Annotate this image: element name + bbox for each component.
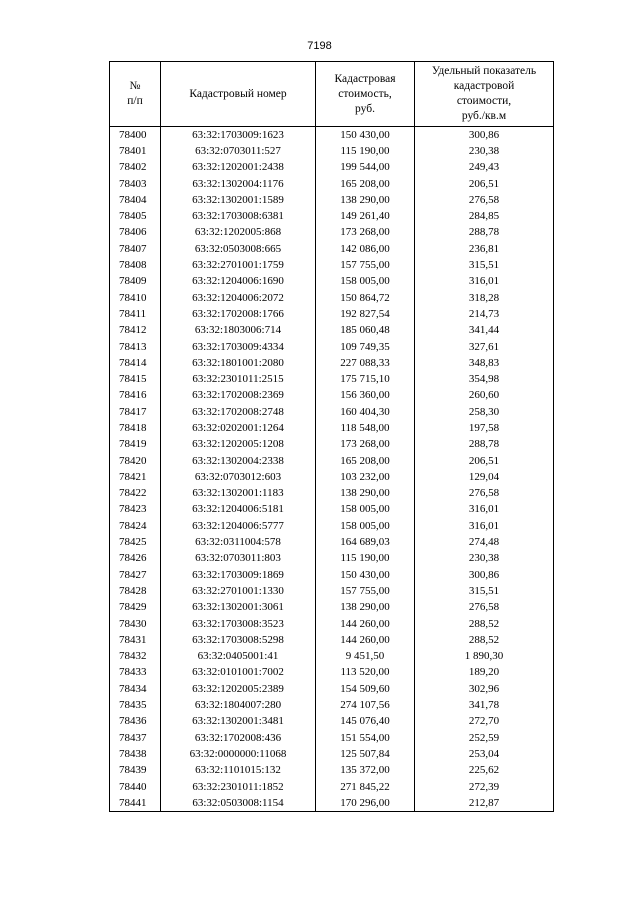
specific-indicator-cell: 274,48 <box>415 534 554 550</box>
cadastral-number-cell: 63:32:0405001:41 <box>161 649 316 665</box>
cadastral-value-cell: 109 749,35 <box>316 339 415 355</box>
table-row <box>110 583 554 599</box>
specific-indicator-cell: 327,61 <box>415 339 554 355</box>
cadastral-number-cell: 63:32:1202005:1208 <box>161 437 316 453</box>
cadastral-value-cell: 150 430,00 <box>316 127 415 144</box>
specific-indicator-cell: 276,58 <box>415 486 554 502</box>
cadastral-value-cell: 149 261,40 <box>316 208 415 224</box>
row-index-cell: 78408 <box>110 257 161 273</box>
row-index-cell: 78434 <box>110 681 161 697</box>
cadastral-value-cell: 170 296,00 <box>316 795 415 812</box>
cadastral-number-cell: 63:32:0503008:665 <box>161 241 316 257</box>
row-index-cell: 78422 <box>110 486 161 502</box>
specific-indicator-cell: 230,38 <box>415 143 554 159</box>
specific-indicator-cell: 272,39 <box>415 779 554 795</box>
cadastral-value-cell: 173 268,00 <box>316 437 415 453</box>
specific-indicator-cell: 316,01 <box>415 502 554 518</box>
cadastral-number-cell: 63:32:0703011:527 <box>161 143 316 159</box>
table-row <box>110 502 554 518</box>
header-specific-indicator-line: руб./кв.м <box>461 110 507 122</box>
cadastral-number-cell: 63:32:1801001:2080 <box>161 355 316 371</box>
row-index-cell: 78436 <box>110 714 161 730</box>
table-row <box>110 323 554 339</box>
table-row <box>110 697 554 713</box>
table-row <box>110 632 554 648</box>
row-index-cell: 78435 <box>110 697 161 713</box>
cadastral-value-cell: 158 005,00 <box>316 502 415 518</box>
cadastral-value-cell: 115 190,00 <box>316 551 415 567</box>
row-index-cell: 78423 <box>110 502 161 518</box>
header-cadastral-value <box>316 62 415 127</box>
header-cadastral-value-line: руб. <box>355 102 375 115</box>
table-row <box>110 795 554 812</box>
cadastral-value-cell: 145 076,40 <box>316 714 415 730</box>
table-row <box>110 339 554 355</box>
cadastral-number-cell: 63:32:1302001:1589 <box>161 192 316 208</box>
table-row <box>110 176 554 192</box>
header-index <box>110 62 161 127</box>
table-row <box>110 355 554 371</box>
specific-indicator-cell: 288,52 <box>415 616 554 632</box>
row-index-cell: 78412 <box>110 323 161 339</box>
header-cadastral-value-line: Кадастровая <box>334 72 396 85</box>
table-header-row <box>110 62 554 127</box>
table-row <box>110 241 554 257</box>
specific-indicator-cell: 341,44 <box>415 323 554 339</box>
row-index-cell: 78424 <box>110 518 161 534</box>
table-row <box>110 127 554 144</box>
cadastral-value-cell: 150 864,72 <box>316 290 415 306</box>
specific-indicator-cell: 315,51 <box>415 257 554 273</box>
cadastral-value-cell: 158 005,00 <box>316 274 415 290</box>
row-index-cell: 78403 <box>110 176 161 192</box>
table-row <box>110 649 554 665</box>
cadastral-value-cell: 157 755,00 <box>316 583 415 599</box>
cadastral-value-cell: 115 190,00 <box>316 143 415 159</box>
cadastral-value-cell: 271 845,22 <box>316 779 415 795</box>
row-index-cell: 78418 <box>110 420 161 436</box>
cadastral-number-cell: 63:32:0101001:7002 <box>161 665 316 681</box>
cadastral-number-cell: 63:32:1302004:1176 <box>161 176 316 192</box>
row-index-cell: 78425 <box>110 534 161 550</box>
cadastral-number-cell: 63:32:0703011:803 <box>161 551 316 567</box>
cadastral-value-cell: 165 208,00 <box>316 453 415 469</box>
specific-indicator-cell: 189,20 <box>415 665 554 681</box>
cadastral-number-cell: 63:32:1804007:280 <box>161 697 316 713</box>
cadastral-number-cell: 63:32:1703008:6381 <box>161 208 316 224</box>
table-row <box>110 257 554 273</box>
table-row <box>110 274 554 290</box>
table-row <box>110 779 554 795</box>
cadastral-value-cell: 158 005,00 <box>316 518 415 534</box>
table-row <box>110 486 554 502</box>
cadastral-number-cell: 63:32:1204006:5777 <box>161 518 316 534</box>
specific-indicator-cell: 318,28 <box>415 290 554 306</box>
cadastral-number-cell: 63:32:1302001:3481 <box>161 714 316 730</box>
cadastral-value-cell: 135 372,00 <box>316 763 415 779</box>
row-index-cell: 78420 <box>110 453 161 469</box>
row-index-cell: 78404 <box>110 192 161 208</box>
row-index-cell: 78405 <box>110 208 161 224</box>
cadastral-number-cell: 63:32:0503008:1154 <box>161 795 316 812</box>
specific-indicator-cell: 288,78 <box>415 225 554 241</box>
table-row <box>110 714 554 730</box>
cadastral-number-cell: 63:32:1302004:2338 <box>161 453 316 469</box>
table-row <box>110 730 554 746</box>
specific-indicator-cell: 316,01 <box>415 518 554 534</box>
row-index-cell: 78441 <box>110 795 161 812</box>
specific-indicator-cell: 212,87 <box>415 795 554 812</box>
specific-indicator-cell: 230,38 <box>415 551 554 567</box>
cadastral-number-cell: 63:32:0703012:603 <box>161 469 316 485</box>
header-specific-indicator-line: стоимости, <box>456 95 512 107</box>
cadastral-value-cell: 164 689,03 <box>316 534 415 550</box>
specific-indicator-cell: 348,83 <box>415 355 554 371</box>
cadastral-number-cell: 63:32:1302001:1183 <box>161 486 316 502</box>
table-row <box>110 551 554 567</box>
specific-indicator-cell: 316,01 <box>415 274 554 290</box>
specific-indicator-cell: 288,52 <box>415 632 554 648</box>
cadastral-number-cell: 63:32:1703008:5298 <box>161 632 316 648</box>
cadastral-number-cell: 63:32:0202001:1264 <box>161 420 316 436</box>
cadastral-number-cell: 63:32:1202005:2389 <box>161 681 316 697</box>
row-index-cell: 78438 <box>110 746 161 762</box>
table-row <box>110 567 554 583</box>
row-index-cell: 78419 <box>110 437 161 453</box>
cadastral-value-cell: 156 360,00 <box>316 388 415 404</box>
cadastral-number-cell: 63:32:0000000:11068 <box>161 746 316 762</box>
cadastral-number-cell: 63:32:1703009:1869 <box>161 567 316 583</box>
cadastral-value-table <box>109 61 554 812</box>
row-index-cell: 78415 <box>110 371 161 387</box>
table-row <box>110 616 554 632</box>
cadastral-value-cell: 144 260,00 <box>316 632 415 648</box>
cadastral-value-cell: 154 509,60 <box>316 681 415 697</box>
cadastral-value-cell: 138 290,00 <box>316 600 415 616</box>
table-row <box>110 763 554 779</box>
row-index-cell: 78407 <box>110 241 161 257</box>
header-index-line: № <box>129 80 141 92</box>
row-index-cell: 78421 <box>110 469 161 485</box>
table-row <box>110 518 554 534</box>
row-index-cell: 78431 <box>110 632 161 648</box>
table-row <box>110 681 554 697</box>
specific-indicator-cell: 354,98 <box>415 371 554 387</box>
table-row <box>110 160 554 176</box>
header-specific-indicator <box>415 62 554 127</box>
specific-indicator-cell: 272,70 <box>415 714 554 730</box>
row-index-cell: 78409 <box>110 274 161 290</box>
row-index-cell: 78426 <box>110 551 161 567</box>
header-specific-indicator-line: Удельный показатель <box>431 65 537 77</box>
specific-indicator-cell: 214,73 <box>415 306 554 322</box>
table-row <box>110 420 554 436</box>
specific-indicator-cell: 206,51 <box>415 176 554 192</box>
cadastral-number-cell: 63:32:2301011:1852 <box>161 779 316 795</box>
header-cadastral-number-text: Кадастровый номер <box>189 87 287 100</box>
cadastral-value-cell: 192 827,54 <box>316 306 415 322</box>
cadastral-value-cell: 227 088,33 <box>316 355 415 371</box>
cadastral-number-cell: 63:32:1204006:1690 <box>161 274 316 290</box>
specific-indicator-cell: 276,58 <box>415 192 554 208</box>
cadastral-number-cell: 63:32:1202001:2438 <box>161 160 316 176</box>
row-index-cell: 78402 <box>110 160 161 176</box>
table-body <box>110 127 554 812</box>
specific-indicator-cell: 276,58 <box>415 600 554 616</box>
row-index-cell: 78429 <box>110 600 161 616</box>
cadastral-value-cell: 144 260,00 <box>316 616 415 632</box>
cadastral-value-cell: 150 430,00 <box>316 567 415 583</box>
cadastral-value-cell: 113 520,00 <box>316 665 415 681</box>
cadastral-number-cell: 63:32:0311004:578 <box>161 534 316 550</box>
table-row <box>110 665 554 681</box>
table-row <box>110 469 554 485</box>
cadastral-value-cell: 199 544,00 <box>316 160 415 176</box>
specific-indicator-cell: 197,58 <box>415 420 554 436</box>
cadastral-number-cell: 63:32:1204006:5181 <box>161 502 316 518</box>
cadastral-number-cell: 63:32:1702008:436 <box>161 730 316 746</box>
row-index-cell: 78439 <box>110 763 161 779</box>
cadastral-number-cell: 63:32:1803006:714 <box>161 323 316 339</box>
specific-indicator-cell: 206,51 <box>415 453 554 469</box>
table-row <box>110 404 554 420</box>
cadastral-value-cell: 125 507,84 <box>316 746 415 762</box>
table-row <box>110 600 554 616</box>
cadastral-value-cell: 165 208,00 <box>316 176 415 192</box>
specific-indicator-cell: 315,51 <box>415 583 554 599</box>
specific-indicator-cell: 284,85 <box>415 208 554 224</box>
cadastral-number-cell: 63:32:1703008:3523 <box>161 616 316 632</box>
cadastral-value-cell: 142 086,00 <box>316 241 415 257</box>
row-index-cell: 78411 <box>110 306 161 322</box>
cadastral-value-cell: 173 268,00 <box>316 225 415 241</box>
row-index-cell: 78437 <box>110 730 161 746</box>
cadastral-number-cell: 63:32:1101015:132 <box>161 763 316 779</box>
row-index-cell: 78430 <box>110 616 161 632</box>
cadastral-value-cell: 103 232,00 <box>316 469 415 485</box>
cadastral-number-cell: 63:32:1702008:2369 <box>161 388 316 404</box>
cadastral-value-cell: 9 451,50 <box>316 649 415 665</box>
specific-indicator-cell: 129,04 <box>415 469 554 485</box>
table-row <box>110 453 554 469</box>
cadastral-value-cell: 151 554,00 <box>316 730 415 746</box>
specific-indicator-cell: 302,96 <box>415 681 554 697</box>
row-index-cell: 78433 <box>110 665 161 681</box>
row-index-cell: 78416 <box>110 388 161 404</box>
header-index-line: п/п <box>127 95 143 107</box>
cadastral-number-cell: 63:32:2701001:1759 <box>161 257 316 273</box>
cadastral-number-cell: 63:32:1302001:3061 <box>161 600 316 616</box>
cadastral-number-cell: 63:32:2701001:1330 <box>161 583 316 599</box>
cadastral-value-cell: 185 060,48 <box>316 323 415 339</box>
specific-indicator-cell: 260,60 <box>415 388 554 404</box>
table-row <box>110 208 554 224</box>
row-index-cell: 78410 <box>110 290 161 306</box>
table-row <box>110 143 554 159</box>
row-index-cell: 78432 <box>110 649 161 665</box>
cadastral-number-cell: 63:32:1204006:2072 <box>161 290 316 306</box>
table-row <box>110 371 554 387</box>
row-index-cell: 78414 <box>110 355 161 371</box>
cadastral-number-cell: 63:32:1702008:1766 <box>161 306 316 322</box>
table-row <box>110 534 554 550</box>
specific-indicator-cell: 253,04 <box>415 746 554 762</box>
cadastral-value-cell: 175 715,10 <box>316 371 415 387</box>
row-index-cell: 78440 <box>110 779 161 795</box>
header-cadastral-number <box>161 62 316 127</box>
row-index-cell: 78400 <box>110 127 161 144</box>
specific-indicator-cell: 225,62 <box>415 763 554 779</box>
row-index-cell: 78406 <box>110 225 161 241</box>
table-row <box>110 437 554 453</box>
table-row <box>110 192 554 208</box>
page-number: 7198 <box>307 40 332 52</box>
specific-indicator-cell: 258,30 <box>415 404 554 420</box>
table-row <box>110 306 554 322</box>
specific-indicator-cell: 288,78 <box>415 437 554 453</box>
specific-indicator-cell: 252,59 <box>415 730 554 746</box>
row-index-cell: 78413 <box>110 339 161 355</box>
table-row <box>110 388 554 404</box>
cadastral-value-cell: 157 755,00 <box>316 257 415 273</box>
cadastral-number-cell: 63:32:1703009:1623 <box>161 127 316 144</box>
cadastral-value-cell: 138 290,00 <box>316 486 415 502</box>
specific-indicator-cell: 300,86 <box>415 567 554 583</box>
cadastral-number-cell: 63:32:2301011:2515 <box>161 371 316 387</box>
cadastral-value-cell: 118 548,00 <box>316 420 415 436</box>
header-cadastral-value-line: стоимость, <box>338 87 392 100</box>
specific-indicator-cell: 300,86 <box>415 127 554 144</box>
header-specific-indicator-line: кадастровой <box>453 80 515 92</box>
row-index-cell: 78427 <box>110 567 161 583</box>
table-row <box>110 290 554 306</box>
row-index-cell: 78417 <box>110 404 161 420</box>
cadastral-number-cell: 63:32:1703009:4334 <box>161 339 316 355</box>
table-row <box>110 225 554 241</box>
row-index-cell: 78428 <box>110 583 161 599</box>
specific-indicator-cell: 249,43 <box>415 160 554 176</box>
cadastral-value-cell: 274 107,56 <box>316 697 415 713</box>
specific-indicator-cell: 341,78 <box>415 697 554 713</box>
row-index-cell: 78401 <box>110 143 161 159</box>
table-row <box>110 746 554 762</box>
specific-indicator-cell: 236,81 <box>415 241 554 257</box>
cadastral-value-cell: 160 404,30 <box>316 404 415 420</box>
cadastral-value-cell: 138 290,00 <box>316 192 415 208</box>
cadastral-number-cell: 63:32:1202005:868 <box>161 225 316 241</box>
specific-indicator-cell: 1 890,30 <box>415 649 554 665</box>
cadastral-number-cell: 63:32:1702008:2748 <box>161 404 316 420</box>
